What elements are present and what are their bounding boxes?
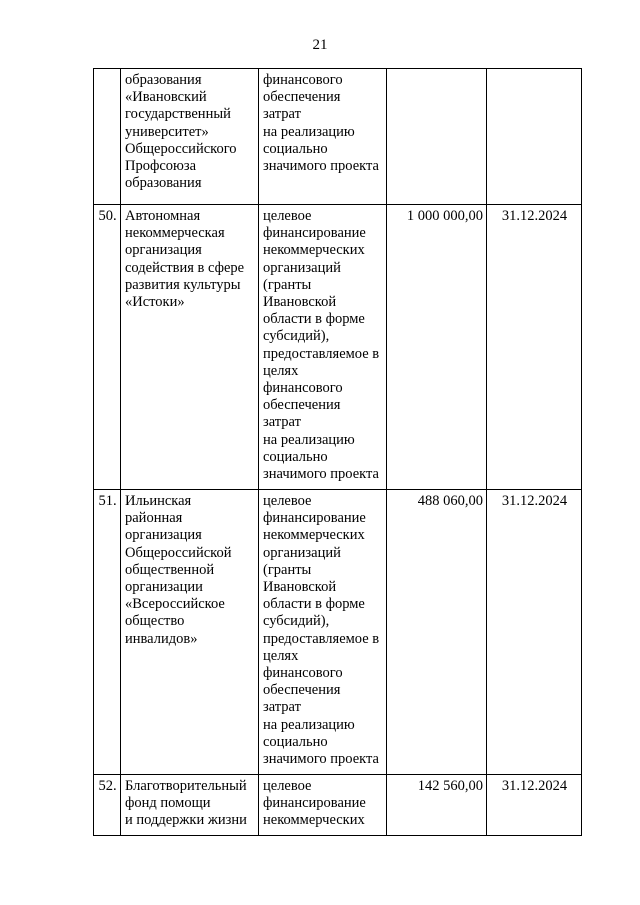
purpose-cell <box>259 490 387 775</box>
purpose-line: некоммерческих <box>263 527 365 544</box>
purpose-line: Ивановской <box>263 294 337 311</box>
row-number-cell: 50. <box>94 205 121 490</box>
purpose-line: финансового <box>263 665 343 682</box>
deadline-cell: 31.12.2024 <box>487 490 582 775</box>
table-row <box>94 775 582 836</box>
organization-line: районная <box>125 510 183 527</box>
purpose-line: социально <box>263 448 328 465</box>
organization-line: инвалидов» <box>125 630 198 647</box>
organization-line: организации <box>125 579 203 596</box>
purpose-line: финансового <box>263 380 343 397</box>
purpose-line: Ивановской <box>263 579 337 596</box>
purpose-line: затрат <box>263 699 301 716</box>
purpose-line: целевое <box>263 208 312 224</box>
purpose-line: области в форме <box>263 311 365 328</box>
table-row <box>94 69 582 205</box>
organization-line: некоммерческая <box>125 225 225 242</box>
row-number-cell: 51. <box>94 490 121 775</box>
organization-line: Профсоюза <box>125 158 197 175</box>
organization-line: развития культуры <box>125 276 241 293</box>
purpose-line: обеспечения <box>263 682 341 699</box>
purpose-line: организаций <box>263 259 341 276</box>
table-row <box>94 490 582 775</box>
purpose-line: субсидий), <box>263 328 330 345</box>
purpose-line: финансирование <box>263 510 366 527</box>
organization-line: государственный <box>125 106 231 123</box>
organization-line: организация <box>125 242 202 259</box>
purpose-line: целях <box>263 362 299 379</box>
organization-line: «Ивановский <box>125 89 207 106</box>
deadline-cell: 31.12.2024 <box>487 775 582 836</box>
purpose-line: некоммерческих <box>263 812 365 829</box>
purpose-line: предоставляемое в <box>263 345 380 362</box>
organization-line: образования <box>125 175 202 192</box>
deadline-cell: 31.12.2024 <box>487 205 582 490</box>
grants-table <box>93 68 582 836</box>
organization-line: образования <box>125 72 202 88</box>
organization-line: организация <box>125 527 202 544</box>
organization-line: университет» <box>125 123 209 140</box>
purpose-line: значимого проекта <box>263 466 379 483</box>
organization-line: «Истоки» <box>125 294 185 311</box>
organization-line: «Всероссийское <box>125 596 225 613</box>
purpose-cell <box>259 69 387 205</box>
amount-cell <box>387 69 487 205</box>
purpose-line: финансового <box>263 72 343 88</box>
organization-cell <box>121 490 259 775</box>
organization-line: Благотворительный <box>125 778 247 794</box>
purpose-cell <box>259 775 387 836</box>
purpose-line: целевое <box>263 493 312 509</box>
purpose-line: целевое <box>263 778 312 794</box>
grants-table-body <box>94 69 582 836</box>
organization-line: Ильинская <box>125 493 192 509</box>
organization-line: Общероссийского <box>125 140 237 157</box>
row-number-cell: 52. <box>94 775 121 836</box>
purpose-line: организаций <box>263 544 341 561</box>
purpose-line: (гранты <box>263 276 312 293</box>
amount-cell: 1 000 000,00 <box>387 205 487 490</box>
row-number-cell <box>94 69 121 205</box>
purpose-line: некоммерческих <box>263 242 365 259</box>
purpose-line: предоставляемое в <box>263 630 380 647</box>
purpose-line: субсидий), <box>263 613 330 630</box>
purpose-line: целях <box>263 647 299 664</box>
purpose-line: области в форме <box>263 596 365 613</box>
organization-line: и поддержки жизни <box>125 812 247 829</box>
purpose-line: затрат <box>263 106 301 123</box>
purpose-line: социально <box>263 733 328 750</box>
page-number: 21 <box>312 37 328 53</box>
amount-cell: 488 060,00 <box>387 490 487 775</box>
deadline-cell <box>487 69 582 205</box>
organization-cell <box>121 69 259 205</box>
purpose-line: на реализацию <box>263 431 355 448</box>
purpose-line: на реализацию <box>263 716 355 733</box>
purpose-line: социально <box>263 140 328 157</box>
organization-line: фонд помощи <box>125 795 211 812</box>
organization-line: общество <box>125 613 185 630</box>
organization-line: общественной <box>125 561 215 578</box>
organization-cell <box>121 205 259 490</box>
purpose-line: (гранты <box>263 561 312 578</box>
purpose-line: финансирование <box>263 225 366 242</box>
purpose-line: значимого проекта <box>263 158 379 175</box>
table-row <box>94 205 582 490</box>
purpose-line: обеспечения <box>263 397 341 414</box>
organization-line: содействия в сфере <box>125 259 245 276</box>
purpose-line: значимого проекта <box>263 751 379 768</box>
purpose-cell <box>259 205 387 490</box>
organization-line: Общероссийской <box>125 544 232 561</box>
purpose-line: финансирование <box>263 795 366 812</box>
purpose-line: на реализацию <box>263 123 355 140</box>
purpose-line: обеспечения <box>263 89 341 106</box>
purpose-line: затрат <box>263 414 301 431</box>
organization-line: Автономная <box>125 208 201 224</box>
amount-cell: 142 560,00 <box>387 775 487 836</box>
organization-cell <box>121 775 259 836</box>
